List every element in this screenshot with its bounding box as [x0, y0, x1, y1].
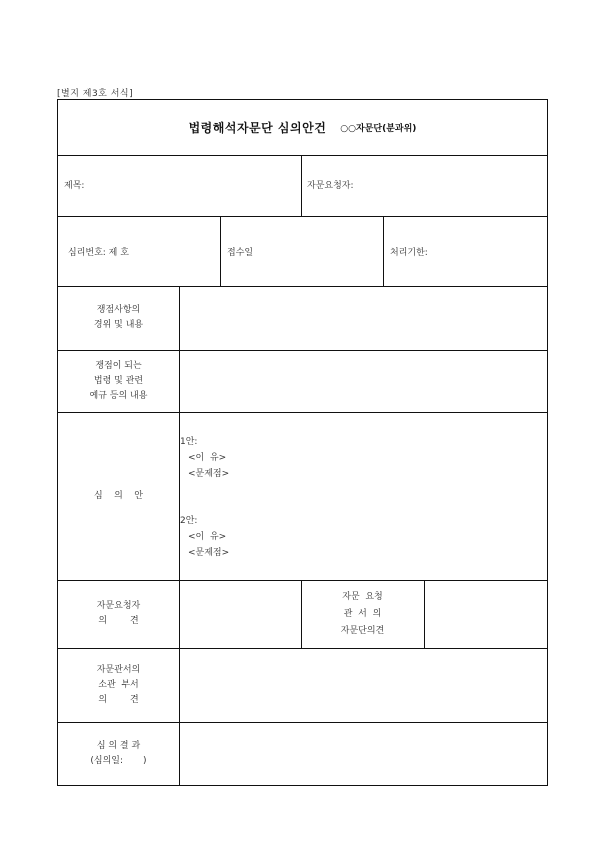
- case-number-label: 심리번호: 제 호: [68, 248, 129, 258]
- related-laws-line: 법령 및 관련: [93, 375, 144, 386]
- proposal-label: [58, 412, 179, 580]
- divider-subject: [58, 216, 547, 217]
- issue-background-line: 쟁점사항의: [96, 305, 141, 315]
- requesting-office-opinion-label: [301, 580, 424, 648]
- review-date-line: (심의일: ): [90, 755, 147, 766]
- received-date-label: 접수일: [227, 248, 254, 258]
- proposal-option-2: [180, 513, 229, 561]
- form-title-sub: ○○자문단(분과위): [340, 124, 417, 134]
- requester-opinion-line: 자문요청자: [96, 601, 141, 611]
- option-1-reason: <이 유>: [188, 453, 227, 463]
- option-2-problem: <문제점>: [188, 548, 230, 558]
- deliberation-form: [57, 99, 548, 786]
- issue-background-line: 경위 및 내용: [93, 320, 144, 330]
- form-number-label: [별지 제3호 서식]: [57, 89, 134, 99]
- review-result-label: [58, 722, 179, 785]
- review-result-line: 심 의 결 과: [96, 740, 141, 751]
- department-opinion-label: [58, 648, 179, 722]
- requester-opinion-line: 의 견: [98, 616, 139, 626]
- proposal-label-text: 심 의 안: [94, 490, 143, 501]
- divider-opinion-vertical-2: [424, 580, 425, 648]
- requesting-office-line: 자문단의견: [340, 625, 385, 636]
- requester-label: 자문요청자:: [307, 181, 354, 191]
- option-1-problem: <문제점>: [188, 469, 230, 479]
- option-1-title: 1안:: [180, 437, 198, 447]
- deadline-label: 처리기한:: [390, 248, 428, 258]
- requesting-office-line: 관 서 의: [343, 608, 382, 619]
- department-opinion-line: 소관 부서: [98, 679, 139, 690]
- proposal-option-1: [180, 434, 229, 482]
- related-laws-line: 쟁점이 되는: [95, 360, 142, 371]
- option-2-reason: <이 유>: [188, 532, 227, 542]
- department-opinion-line: 의 견: [98, 694, 139, 705]
- divider-title: [58, 155, 547, 156]
- subject-label: 제목:: [64, 181, 85, 191]
- divider-info-vertical-2: [383, 216, 384, 286]
- divider-info-vertical-1: [220, 216, 221, 286]
- department-opinion-line: 자문관서의: [96, 664, 141, 675]
- related-laws-line: 예규 등의 내용: [89, 390, 148, 401]
- issue-background-label: [58, 286, 179, 350]
- divider-subject-vertical: [301, 155, 302, 216]
- requesting-office-line: 자문 요청: [342, 591, 383, 602]
- related-laws-label: [58, 350, 179, 412]
- form-title-main: 법령해석자문단 심의안건: [188, 121, 327, 135]
- option-2-title: 2안:: [180, 516, 198, 526]
- form-title: [58, 100, 547, 155]
- requester-opinion-label: [58, 580, 179, 648]
